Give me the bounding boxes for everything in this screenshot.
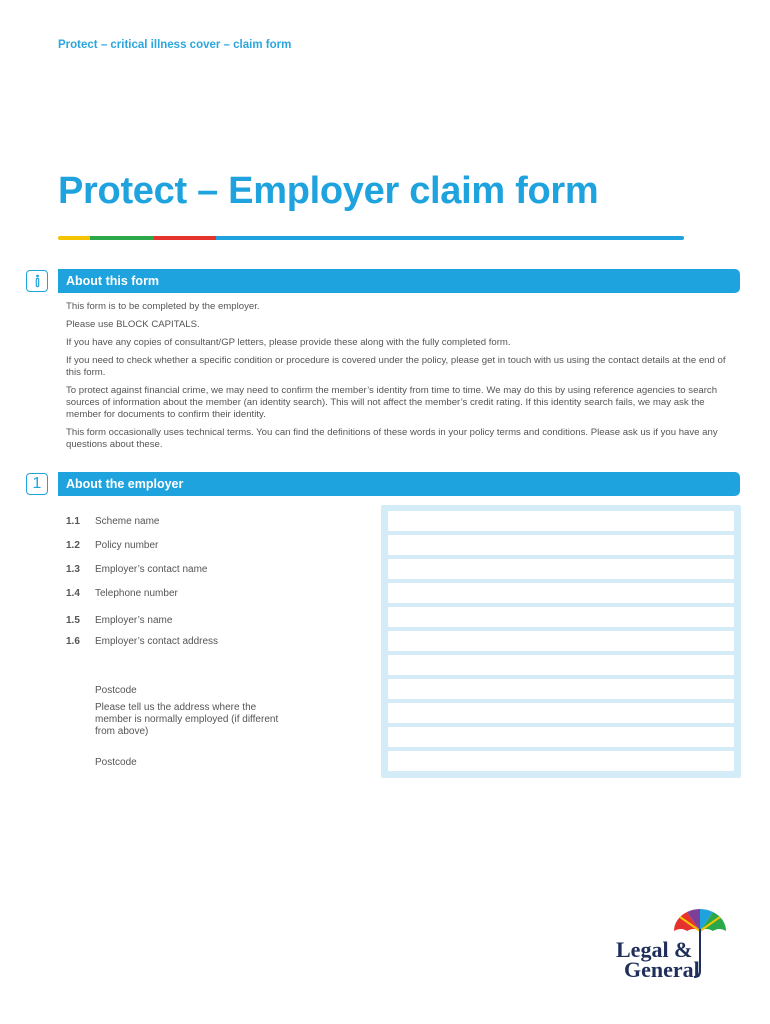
question-number: 1.1 — [66, 516, 80, 527]
question-number: 1.2 — [66, 540, 80, 551]
postcode-field[interactable] — [388, 679, 734, 699]
postcode-label-2: Postcode — [95, 757, 137, 768]
question-label: Policy number — [95, 540, 159, 551]
logo-line-1: Legal & — [616, 937, 693, 962]
question-number: 1.6 — [66, 636, 80, 647]
about-form-text — [66, 301, 730, 457]
info-icon — [26, 270, 48, 292]
question-number: 1.3 — [66, 564, 80, 575]
question-label: Telephone number — [95, 588, 178, 599]
contact-name-field[interactable] — [388, 559, 734, 579]
alt-address-line-2-field[interactable] — [388, 727, 734, 747]
alt-address-line-1-field[interactable] — [388, 703, 734, 723]
company-logo-text — [616, 937, 700, 982]
page-title: Protect – Employer claim form — [58, 170, 599, 212]
paragraph: This form occasionally uses technical terms. You can find the definitions of these words in your policy terms and conditions. Please ask us if you have any questions about these. — [66, 427, 718, 450]
about-form-heading: About this form — [58, 269, 740, 293]
question-label: Employer’s contact address — [95, 636, 219, 647]
scheme-name-field[interactable] — [388, 511, 734, 531]
paragraph: Please use BLOCK CAPITALS. — [66, 319, 200, 330]
address-line-2-field[interactable] — [388, 655, 734, 675]
employer-name-field[interactable] — [388, 607, 734, 627]
telephone-field[interactable] — [388, 583, 734, 603]
question-label: Employer’s name — [95, 615, 173, 626]
policy-number-field[interactable] — [388, 535, 734, 555]
question-label: Scheme name — [95, 516, 160, 527]
paragraph: If you have any copies of consultant/GP letters, please provide these along with the fully completed form. — [66, 337, 511, 348]
postcode-label: Postcode — [95, 685, 137, 696]
logo-line-2: General — [624, 957, 700, 982]
paragraph: If you need to check whether a specific condition or procedure is covered under the policy, please get in touch with us using the contact details at the end of this form. — [66, 355, 726, 378]
address-line-1-field[interactable] — [388, 631, 734, 651]
document-subtitle: Protect – critical illness cover – claim form — [58, 39, 292, 51]
about-employer-heading: About the employer — [58, 472, 740, 496]
question-number: 1.4 — [66, 588, 80, 599]
alt-address-label: Please tell us the address where the member is normally employed (if different from above) — [95, 702, 279, 737]
paragraph: To protect against financial crime, we may need to confirm the member’s identity from time to time. We may do this by using reference agencies to search sources of information about the member (an identity search). This will not affect the member’s credit rating. If this identity search fails, we may ask the member for documents to confirm their identity. — [66, 385, 718, 420]
postcode-2-field[interactable] — [388, 751, 734, 771]
section-number-badge: 1 — [26, 473, 48, 495]
paragraph: This form is to be completed by the employer. — [66, 301, 260, 312]
question-number: 1.5 — [66, 615, 80, 626]
question-label: Employer’s contact name — [95, 564, 208, 575]
color-rule — [58, 236, 684, 240]
